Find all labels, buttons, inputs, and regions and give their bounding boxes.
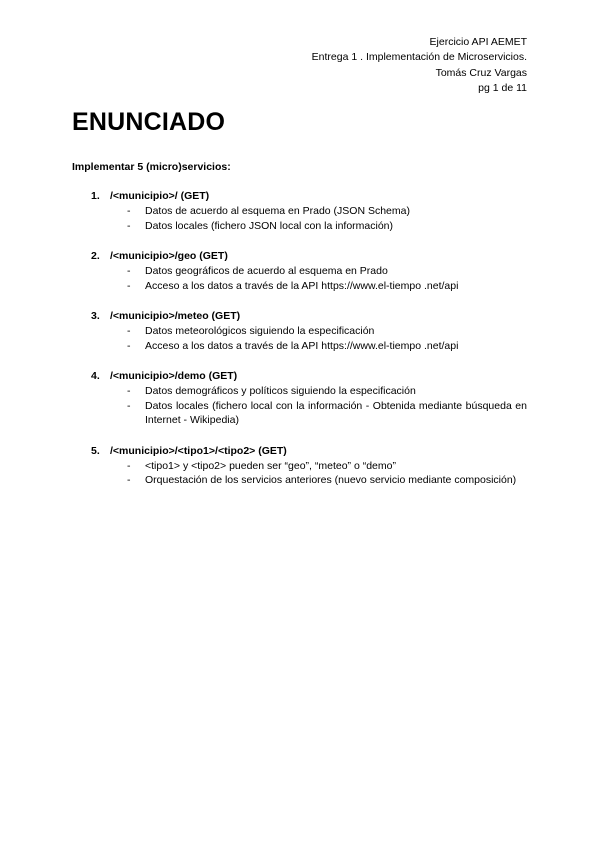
- bullet-dash: -: [127, 325, 131, 337]
- service-heading: [72, 189, 527, 204]
- bullet-dash: -: [127, 459, 131, 472]
- service-details: [72, 459, 527, 488]
- bullet-dash: -: [127, 474, 131, 486]
- bullet-dash: -: [127, 385, 131, 397]
- service-details: [72, 204, 527, 233]
- detail-item: [72, 459, 527, 474]
- bullet-dash: -: [127, 399, 131, 412]
- detail-item: [72, 279, 527, 294]
- service-details: [72, 264, 527, 293]
- document-title: ENUNCIADO: [72, 108, 226, 136]
- service-item: [72, 189, 527, 233]
- detail-text: Orquestación de los servicios anteriores (nuevo servicio mediante composición): [145, 474, 517, 486]
- service-number: 2.: [91, 250, 100, 262]
- detail-text: Datos locales (fichero JSON local con la información): [145, 219, 394, 232]
- service-endpoint: /<municipio>/ (GET): [110, 190, 210, 202]
- service-number: 5.: [91, 444, 100, 457]
- service-endpoint: /<municipio>/geo (GET): [110, 250, 228, 262]
- service-details: [72, 384, 527, 428]
- service-item: [72, 309, 527, 353]
- header-author: Tomás Cruz Vargas: [435, 66, 527, 79]
- service-item: [72, 249, 527, 293]
- bullet-dash: -: [127, 279, 131, 292]
- service-item: [72, 369, 527, 428]
- detail-text: Datos locales (fichero local con la información - Obtenida mediante búsqueda en Internet - Wikipedia): [145, 399, 527, 426]
- service-details: [72, 324, 527, 353]
- header-page-number: pg 1 de 11: [478, 81, 527, 94]
- detail-item: [72, 339, 527, 354]
- service-heading: [72, 249, 527, 264]
- service-heading: [72, 444, 527, 459]
- service-item: [72, 444, 527, 488]
- service-endpoint: /<municipio>/meteo (GET): [110, 310, 241, 322]
- detail-item: [72, 219, 527, 234]
- detail-text: Datos meteorológicos siguiendo la especificación: [145, 325, 375, 337]
- bullet-dash: -: [127, 339, 131, 352]
- bullet-dash: -: [127, 219, 131, 232]
- service-heading: [72, 369, 527, 384]
- detail-text: Datos geográficos de acuerdo al esquema en Prado: [145, 265, 388, 277]
- service-number: 1.: [91, 190, 100, 202]
- header-assignment: Entrega 1 . Implementación de Microservicios.: [311, 51, 527, 64]
- service-endpoint: /<municipio>/<tipo1>/<tipo2> (GET): [110, 444, 287, 457]
- bullet-dash: -: [127, 205, 131, 217]
- detail-text: Datos de acuerdo al esquema en Prado (JSON Schema): [145, 205, 410, 217]
- detail-text: Acceso a los datos a través de la API https://www.el-tiempo .net/api: [145, 279, 459, 292]
- service-number: 3.: [91, 310, 100, 322]
- service-endpoint: /<municipio>/demo (GET): [110, 370, 238, 382]
- bullet-dash: -: [127, 265, 131, 277]
- detail-item: [72, 384, 527, 399]
- section-intro: Implementar 5 (micro)servicios:: [72, 161, 231, 173]
- detail-text: <tipo1> y <tipo2> pueden ser “geo”, “meteo” o “demo”: [145, 459, 396, 472]
- detail-item: [72, 204, 527, 219]
- detail-item: [72, 399, 527, 428]
- service-heading: [72, 309, 527, 324]
- detail-item: [72, 264, 527, 279]
- detail-item: [72, 473, 527, 488]
- header-course-title: Ejercicio API AEMET: [429, 36, 527, 48]
- detail-text: Acceso a los datos a través de la API https://www.el-tiempo .net/api: [145, 339, 459, 352]
- detail-item: [72, 324, 527, 339]
- service-number: 4.: [91, 370, 100, 382]
- services-list: [72, 189, 527, 504]
- detail-text: Datos demográficos y políticos siguiendo la especificación: [145, 385, 416, 397]
- page-header: [312, 35, 527, 96]
